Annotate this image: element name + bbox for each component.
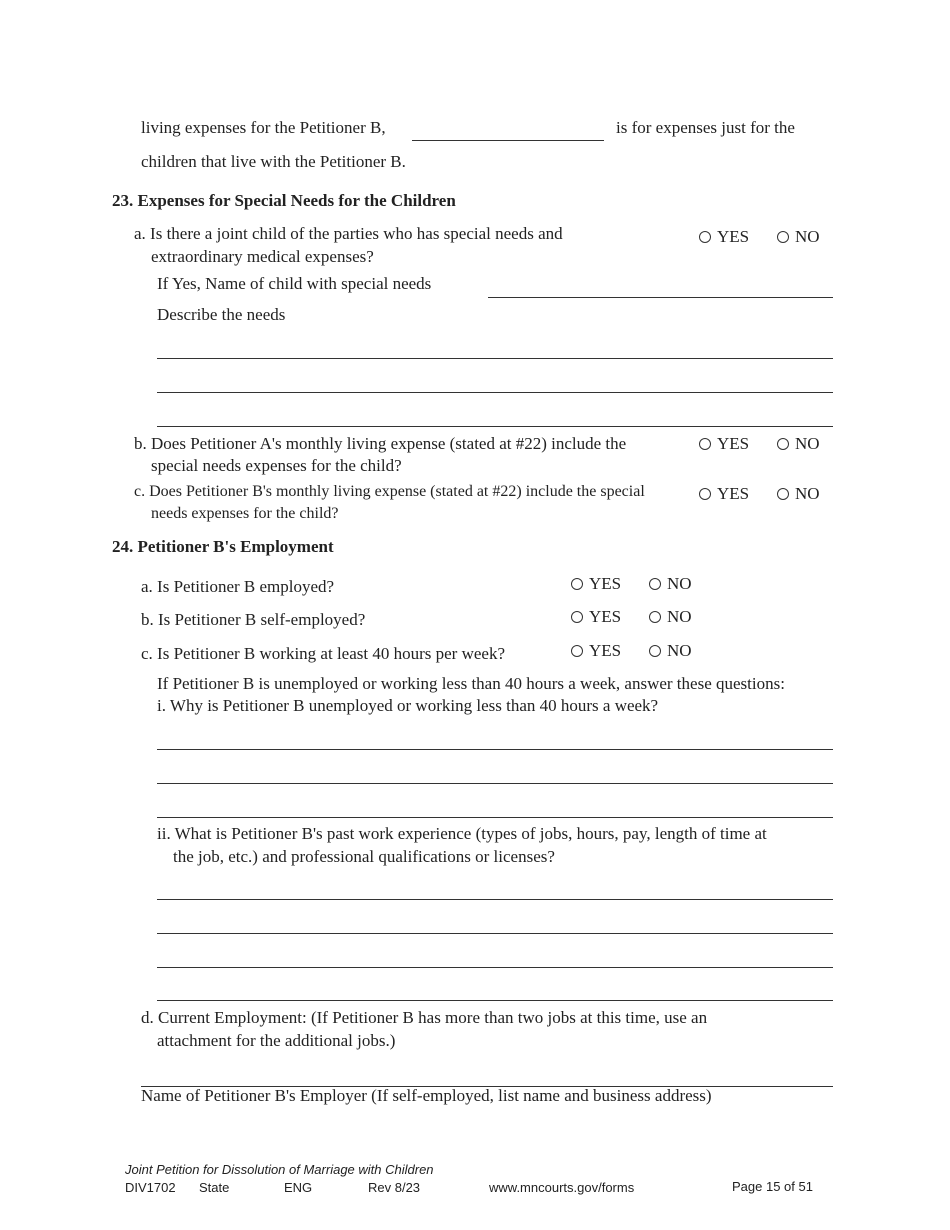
footer-url: www.mncourts.gov/forms: [489, 1180, 635, 1195]
q24ii-answer-line-2[interactable]: [157, 933, 833, 934]
q24c-yes-radio[interactable]: YES: [571, 641, 621, 661]
q24i-answer-line-2[interactable]: [157, 783, 833, 784]
q24i-answer-line-1[interactable]: [157, 749, 833, 750]
q24b-yes-radio[interactable]: YES: [571, 607, 621, 627]
q23c-line2: needs expenses for the child?: [151, 505, 339, 522]
q24c-no-radio[interactable]: NO: [649, 641, 692, 661]
q24a-label: a. Is Petitioner B employed?: [141, 577, 335, 596]
radio-icon: [777, 438, 789, 450]
radio-icon: [649, 578, 661, 590]
top-line1-before: living expenses for the Petitioner B,: [141, 118, 386, 137]
q23a-yes-radio[interactable]: YES: [699, 227, 749, 247]
q24i-answer-line-3[interactable]: [157, 817, 833, 818]
footer-title: Joint Petition for Dissolution of Marriage with Children: [125, 1162, 434, 1177]
q24b-label: b. Is Petitioner B self-employed?: [141, 610, 366, 629]
q24-ii-line1: ii. What is Petitioner B's past work experience (types of jobs, hours, pay, length of time at: [157, 824, 767, 843]
radio-icon: [649, 645, 661, 657]
q24ii-answer-line-1[interactable]: [157, 899, 833, 900]
employer-label: Name of Petitioner B's Employer (If self-employed, list name and business address): [141, 1086, 712, 1105]
top-line2: children that live with the Petitioner B.: [141, 152, 406, 171]
radio-icon: [699, 488, 711, 500]
q23a-no-radio[interactable]: NO: [777, 227, 820, 247]
q24-ii-line2: the job, etc.) and professional qualifications or licenses?: [173, 847, 555, 866]
radio-icon: [571, 611, 583, 623]
q24ii-answer-line-4[interactable]: [157, 1000, 833, 1001]
footer-language: ENG: [284, 1180, 313, 1195]
radio-icon: [699, 231, 711, 243]
radio-icon: [699, 438, 711, 450]
q24c-label: c. Is Petitioner B working at least 40 hours per week?: [141, 644, 505, 663]
q23b-yes-radio[interactable]: YES: [699, 434, 749, 454]
child-name-field[interactable]: [488, 297, 833, 298]
describe-line-1[interactable]: [157, 358, 833, 359]
footer-form-number: DIV1702: [125, 1180, 176, 1195]
describe-line-3[interactable]: [157, 426, 833, 427]
top-line1-after: is for expenses just for the: [616, 118, 795, 137]
section-23-heading: 23. Expenses for Special Needs for the Children: [112, 191, 456, 210]
footer-jurisdiction: State: [199, 1180, 230, 1195]
q24b-no-radio[interactable]: NO: [649, 607, 692, 627]
q24a-no-radio[interactable]: NO: [649, 574, 692, 594]
q24-if-line: If Petitioner B is unemployed or working less than 40 hours a week, answer these questions:: [157, 674, 785, 693]
q24-i-line: i. Why is Petitioner B unemployed or working less than 40 hours a week?: [157, 696, 659, 715]
q23a-line2: extraordinary medical expenses?: [151, 247, 374, 266]
q23a-line1: a. Is there a joint child of the parties who has special needs and: [134, 224, 563, 243]
radio-icon: [649, 611, 661, 623]
q23c-yes-radio[interactable]: YES: [699, 484, 749, 504]
describe-line-2[interactable]: [157, 392, 833, 393]
q23c-line1: c. Does Petitioner B's monthly living expense (stated at #22) include the special: [134, 483, 645, 500]
describe-label: Describe the needs: [157, 305, 286, 324]
if-yes-label: If Yes, Name of child with special needs: [157, 274, 432, 293]
q23c-no-radio[interactable]: NO: [777, 484, 820, 504]
radio-icon: [571, 645, 583, 657]
footer-page-number: Page 15 of 51: [732, 1179, 813, 1194]
q23b-no-radio[interactable]: NO: [777, 434, 820, 454]
q24d-line2: attachment for the additional jobs.): [157, 1031, 396, 1050]
footer-revision: Rev 8/23: [368, 1180, 421, 1195]
q24ii-answer-line-3[interactable]: [157, 967, 833, 968]
top-amount-field[interactable]: [412, 140, 604, 141]
q23b-line1: b. Does Petitioner A's monthly living expense (stated at #22) include the: [134, 434, 627, 453]
section-24-heading: 24. Petitioner B's Employment: [112, 537, 334, 556]
q24d-line1: d. Current Employment: (If Petitioner B has more than two jobs at this time, use an: [141, 1008, 708, 1027]
radio-icon: [777, 488, 789, 500]
q23b-line2: special needs expenses for the child?: [151, 456, 402, 475]
q24a-yes-radio[interactable]: YES: [571, 574, 621, 594]
radio-icon: [571, 578, 583, 590]
radio-icon: [777, 231, 789, 243]
